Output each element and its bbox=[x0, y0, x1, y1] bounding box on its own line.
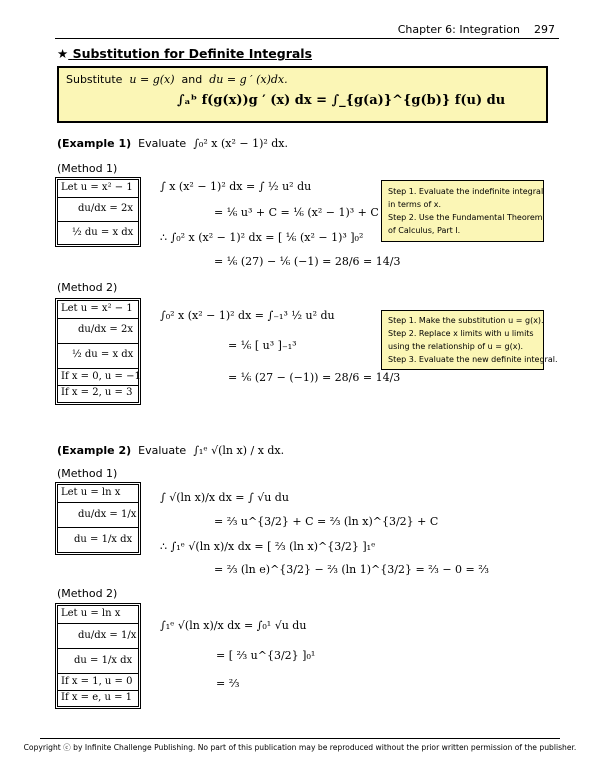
example2-method1-line3: ∴ ∫₁ᵉ √(ln x)/x dx = [ ⅔ (ln x)^{3/2} ]₁ᵉ bbox=[160, 540, 376, 553]
example1-heading: (Example 1) Evaluate ∫₀² x (x² − 1)² dx. bbox=[57, 137, 289, 150]
example1-method2-substitution-box: Let u = x² − 1 du/dx = 2x ½ du = x dx If x = 0, u = −1 If x = 2, u = 3 bbox=[57, 300, 139, 403]
example1-method1-substitution-box: Let u = x² − 1 du/dx = 2x ½ du = x dx bbox=[57, 179, 139, 245]
example2-method2-line2: = [ ⅔ u^{3/2} ]₀¹ bbox=[216, 649, 316, 662]
example1-method1-line4: = ⅙ (27) − ⅙ (−1) = 28/6 = 14/3 bbox=[214, 255, 401, 268]
example1-method1-line2: = ⅙ u³ + C = ⅙ (x² − 1)³ + C bbox=[214, 206, 379, 219]
example1-method2-steps: Step 1. Make the substitution u = g(x). Step 2. Replace x limits with u limits using the relationship of u = g(x). Step 3. Evaluate the new definite integral. bbox=[381, 310, 544, 370]
section-title: ★ Substitution for Definite Integrals bbox=[57, 46, 313, 61]
page-number: 297 bbox=[534, 23, 555, 36]
example2-method1-line1: ∫ √(ln x)/x dx = ∫ √u du bbox=[160, 491, 289, 504]
example1-method1-line1: ∫ x (x² − 1)² dx = ∫ ½ u² du bbox=[160, 180, 312, 193]
page-header bbox=[398, 23, 555, 36]
example1-method1-line3: ∴ ∫₀² x (x² − 1)² dx = [ ⅙ (x² − 1)³ ]₀² bbox=[160, 231, 364, 244]
example1-method2-title: (Method 2) bbox=[57, 281, 118, 294]
example1-method1-title: (Method 1) bbox=[57, 162, 118, 175]
example2-method2-line3: = ⅔ bbox=[216, 677, 240, 690]
chapter-title: Chapter 6: Integration bbox=[397, 23, 520, 36]
example2-method2-substitution-box: Let u = ln x du/dx = 1/x du = 1/x dx If x = 1, u = 0 If x = e, u = 1 bbox=[57, 605, 139, 707]
substitution-formula: ∫ₐᵇ f(g(x))g ′ (x) dx = ∫_{g(a)}^{g(b)} f(u) du bbox=[177, 93, 506, 108]
example1-method2-line1: ∫₀² x (x² − 1)² dx = ∫₋₁³ ½ u² du bbox=[160, 309, 335, 322]
formula-box bbox=[57, 66, 548, 123]
example2-method2-title: (Method 2) bbox=[57, 587, 118, 600]
formula-intro: Substitute u = g(x) and du = g ′ (x)dx. bbox=[66, 73, 288, 86]
footer-rule bbox=[40, 738, 560, 739]
example2-method1-line2: = ⅔ u^{3/2} + C = ⅔ (ln x)^{3/2} + C bbox=[214, 515, 439, 528]
example2-method1-title: (Method 1) bbox=[57, 467, 118, 480]
example2-method1-line4: = ⅔ (ln e)^{3/2} − ⅔ (ln 1)^{3/2} = ⅔ − 0 = ⅔ bbox=[214, 563, 489, 576]
star-icon: ★ bbox=[57, 46, 69, 61]
copyright-footer: Copyright ⓒ by Infinite Challenge Publishing. No part of this publication may be reproduced without the prior written permission of the publisher. bbox=[23, 743, 577, 752]
example1-method2-line2: = ⅙ [ u³ ]₋₁³ bbox=[228, 339, 297, 352]
example2-method2-line1: ∫₁ᵉ √(ln x)/x dx = ∫₀¹ √u du bbox=[160, 619, 307, 632]
example2-heading: (Example 2) Evaluate ∫₁ᵉ √(ln x) / x dx. bbox=[57, 444, 285, 457]
example1-method2-line3: = ⅙ (27 − (−1)) = 28/6 = 14/3 bbox=[228, 371, 401, 384]
header-rule bbox=[55, 38, 559, 39]
example2-method1-substitution-box: Let u = ln x du/dx = 1/x du = 1/x dx bbox=[57, 484, 139, 553]
example1-method1-steps: Step 1. Evaluate the indefinite integral in terms of x. Step 2. Use the Fundamental Theorem of Calculus, Part Ⅰ. bbox=[381, 180, 544, 242]
